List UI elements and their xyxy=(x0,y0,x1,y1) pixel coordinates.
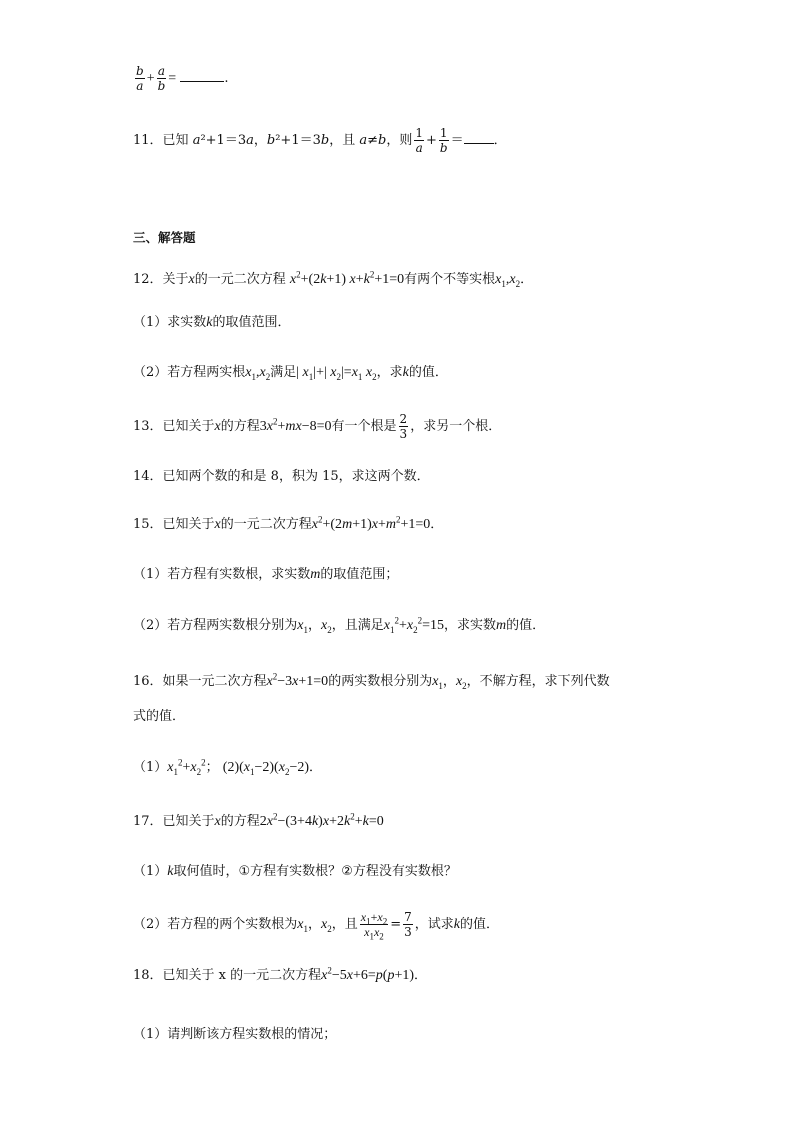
question-14: 14．已知两个数的和是 8，积为 15，求这两个数． xyxy=(133,469,430,484)
fraction-2-over-3: $\frac{2}{3}$ xyxy=(399,412,408,441)
q10-tail: $\frac{b}{a}$ + $\frac{a}{b}$ = . xyxy=(136,64,229,93)
question-13: 13．已知关于x的方程$3x^2+mx-8=0$有一个根是 $\frac{2}{3}$ ，求另一个根． xyxy=(133,412,502,441)
question-16: 16．如果一元二次方程$x^2-3x+1=0$的两实数根分别为$x_1$，$x_2$，不解方程，求下列代数 xyxy=(133,671,610,691)
fraction-sum-over-product: $\frac{x_1+x_2}{x_1x_2}$ xyxy=(360,910,388,942)
fraction-1-over-b: $\frac{1}{b}$ xyxy=(439,126,448,155)
question-15-part-1: （1）若方程有实数根，求实数m的取值范围； xyxy=(133,567,399,582)
fraction-a-over-b: $\frac{a}{b}$ xyxy=(157,64,166,93)
answer-blank xyxy=(180,69,224,82)
question-17-part-2: （2）若方程的两个实数根为$x_1$，$x_2$，且 $\frac{x_1+x_2}{x_1x_2}$ = $\frac{7}{3}$ ，试求k的值． xyxy=(133,910,499,942)
question-11: 11．已知 a²+1＝3a，b²+1＝3b，且 a≠b，则 $\frac{1}{a}$ + $\frac{1}{b}$ ＝ ． xyxy=(133,126,507,155)
question-17-part-1: （1）k取何值时，①方程有实数根？②方程没有实数根？ xyxy=(133,864,457,879)
fraction-1-over-a: $\frac{1}{a}$ xyxy=(415,126,423,155)
answer-blank xyxy=(464,131,494,144)
question-18-part-1: （1）请判断该方程实数根的情况； xyxy=(133,1027,337,1042)
question-15: 15．已知关于x的一元二次方程$x^2+(2m+1)x+m^2+1=0$． xyxy=(133,514,444,532)
question-12-part-1: （1）求实数k的取值范围． xyxy=(133,315,291,330)
question-12-part-2: （2）若方程两实根$x_1,x_2$满足| $x_1|+|$ $x_2|=x_1$ $x_2$，求k的值． xyxy=(133,365,448,382)
fraction-7-over-3: $\frac{7}{3}$ xyxy=(404,910,412,939)
question-17: 17．已知关于x的方程$2x^2-(3+4k)x+2k^2+k=0$ xyxy=(133,811,384,829)
question-15-part-2: （2）若方程两实数根分别为$x_1$，$x_2$，且满足$x_1^2+x_2^2=15$，求实数m的值． xyxy=(133,615,546,635)
question-18: 18．已知关于 x 的一元二次方程$x^2-5x+6=p(p+1)$． xyxy=(133,965,428,983)
fraction-b-over-a: $\frac{b}{a}$ xyxy=(136,64,144,93)
question-12: 12．关于x的一元二次方程 $x^2+(2k+1)$ $x+k^2+1=0$有两个不等实根$x_1,x_2$． xyxy=(133,269,534,289)
section-title: 三、解答题 xyxy=(133,230,196,245)
question-16-line-2: 式的值． xyxy=(133,709,186,724)
question-16-parts: $(1)x_1^2+x_2^2$； $(2)(x_1-2)(x_2-2)$． xyxy=(133,757,323,777)
